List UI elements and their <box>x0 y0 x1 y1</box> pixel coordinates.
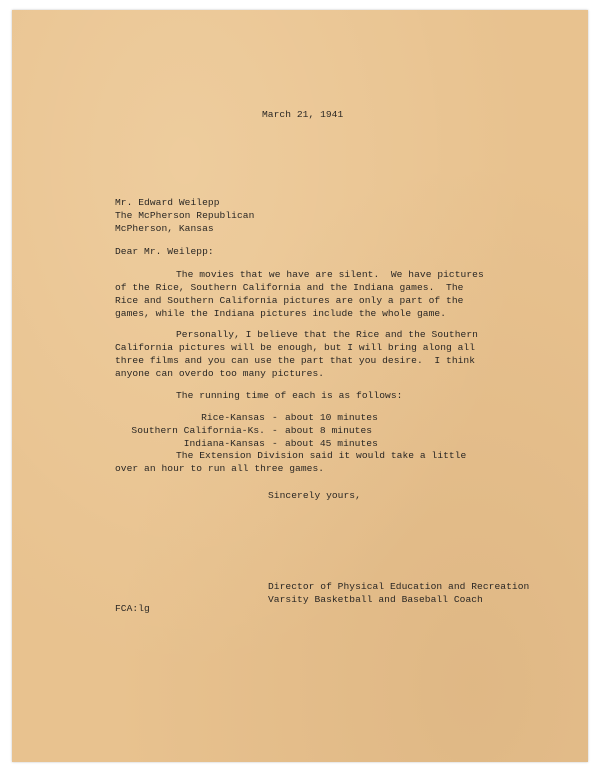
paragraph-1-line: games, while the Indiana pictures include the whole game. <box>115 308 447 319</box>
letter-date: March 21, 1941 <box>262 109 344 120</box>
running-time-duration: about 10 minutes <box>285 412 378 423</box>
paragraph-2-line: three films and you can use the part that you desire. I think <box>115 355 476 366</box>
reference-initials: FCA:lg <box>115 603 150 614</box>
recipient-organization: The McPherson Republican <box>115 210 255 221</box>
paragraph-3-line: The Extension Division said it would take a little <box>176 450 467 461</box>
running-time-game: Southern California-Ks. <box>131 425 265 436</box>
signature-title-line: Varsity Basketball and Baseball Coach <box>268 594 483 605</box>
paragraph-2-line: anyone can overdo too many pictures. <box>115 368 325 379</box>
running-time-dash: - <box>272 412 278 423</box>
paragraph-1-line: Rice and Southern California pictures are only a part of the <box>115 295 464 306</box>
paragraph-2-line: California pictures will be enough, but I will bring along all <box>115 342 476 353</box>
paragraph-2-line: Personally, I believe that the Rice and the Southern <box>176 329 478 340</box>
letter-page <box>12 10 588 762</box>
running-time-dash: - <box>272 438 278 449</box>
closing: Sincerely yours, <box>268 490 361 501</box>
running-time-duration: about 8 minutes <box>285 425 373 436</box>
running-time-dash: - <box>272 425 278 436</box>
paragraph-3-line: over an hour to run all three games. <box>115 463 325 474</box>
running-time-duration: about 45 minutes <box>285 438 378 449</box>
paragraph-1-line: The movies that we have are silent. We have pictures <box>176 269 484 280</box>
running-time-intro: The running time of each is as follows: <box>176 390 403 401</box>
salutation: Dear Mr. Weilepp: <box>115 246 214 257</box>
paragraph-1-line: of the Rice, Southern California and the Indiana games. The <box>115 282 464 293</box>
recipient-location: McPherson, Kansas <box>115 223 214 234</box>
running-time-game: Indiana-Kansas <box>183 438 265 449</box>
running-time-game: Rice-Kansas <box>201 412 265 423</box>
recipient-name: Mr. Edward Weilepp <box>115 197 220 208</box>
signature-title-line: Director of Physical Education and Recreation <box>268 581 530 592</box>
